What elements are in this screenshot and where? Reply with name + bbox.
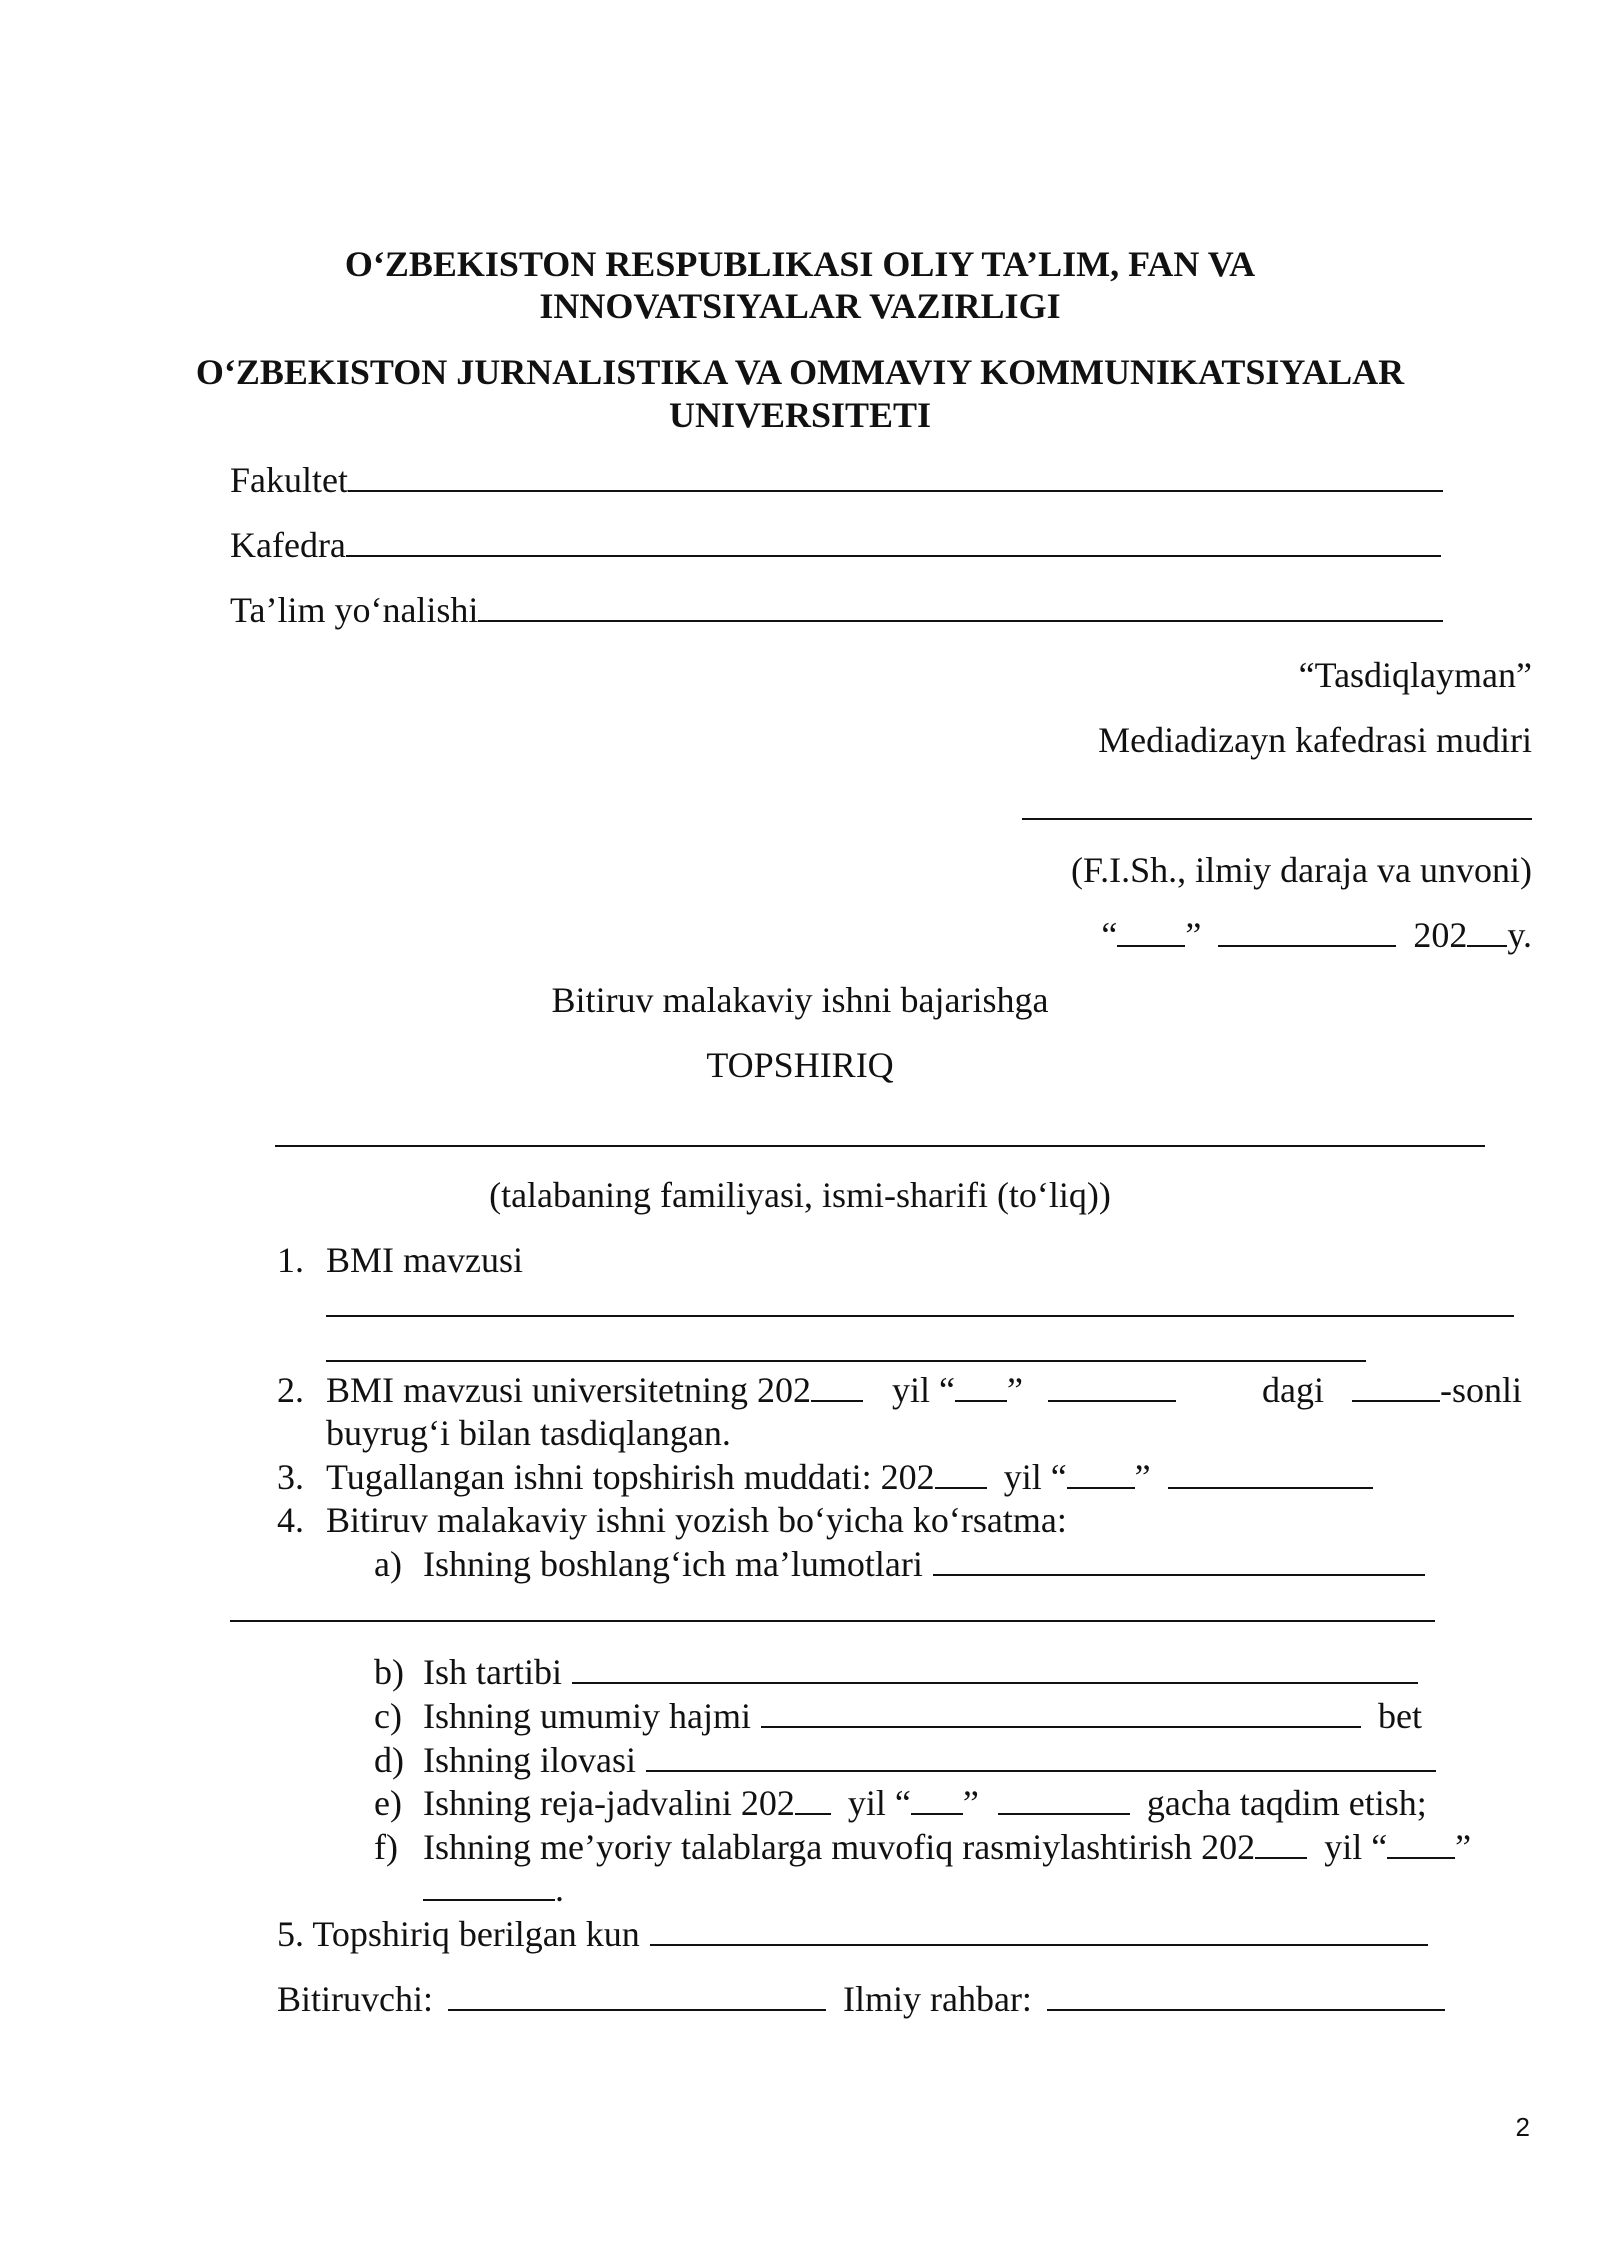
sub-d-letter: d) (374, 1740, 404, 1780)
sub-b-text: Ish tartibi (423, 1650, 1418, 1694)
supervisor-signature-blank[interactable] (1047, 1979, 1445, 2011)
kafedra-label: Kafedra (230, 525, 346, 565)
topic-line-1[interactable] (326, 1315, 1514, 1317)
sub-f-letter: f) (374, 1827, 398, 1867)
sub-e-letter: e) (374, 1783, 402, 1823)
signatures-row (277, 1977, 1445, 2021)
item-5-text: 5. Topshiriq berilgan kun (277, 1912, 1428, 1956)
item-3-number: 3. (277, 1457, 304, 1497)
supervisor-label: Ilmiy rahbar: (843, 1979, 1032, 2019)
format-month-blank[interactable] (423, 1869, 555, 1901)
date-year-blank[interactable] (1467, 915, 1507, 947)
format-day-blank[interactable] (1387, 1827, 1455, 1859)
talim-blank[interactable] (478, 590, 1443, 622)
graduate-label: Bitiruvchi: (277, 1979, 433, 2019)
university-title-line1: O‘ZBEKISTON JURNALISTIKA VA OMMAVIY KOMMUNIKATSIYALAR (195, 352, 1405, 392)
page-number: 2 (1515, 2112, 1530, 2142)
item-2-order-number: -sonli (1352, 1368, 1522, 1412)
task-subtitle: Bitiruv malakaviy ishni bajarishga (551, 980, 1049, 1020)
item-1-text: BMI mavzusi (326, 1240, 523, 1280)
sub-d-text: Ishning ilovasi (423, 1738, 1436, 1782)
issue-date-blank[interactable] (650, 1914, 1428, 1946)
sub-c-letter: c) (374, 1696, 402, 1736)
sub-f-text: Ishning me’yoriy talablarga muvofiq rasmiylashtirish 202 yil “ ” (423, 1827, 1472, 1867)
order-month-blank[interactable] (1048, 1370, 1176, 1402)
appendix-blank[interactable] (646, 1740, 1436, 1772)
sub-e-text: Ishning reja-jadvalini 202 yil “ ” gacha taqdim etish; (423, 1783, 1427, 1823)
item-1-number: 1. (277, 1240, 304, 1280)
date-month-blank[interactable] (1218, 915, 1396, 947)
graduate-signature-blank[interactable] (448, 1979, 826, 2011)
item-4-text: Bitiruv malakaviy ishni yozish bo‘yicha ko‘rsatma: (326, 1500, 1067, 1540)
sub-c-text: Ishning umumiy hajmi bet (423, 1696, 1422, 1736)
order-year-blank[interactable] (811, 1370, 863, 1402)
deadline-year-blank[interactable] (935, 1457, 987, 1489)
volume-blank[interactable] (761, 1696, 1361, 1728)
approval-date: “ ” 202 y. (1101, 915, 1532, 955)
university-title-line2: UNIVERSITETI (668, 395, 932, 435)
format-year-blank[interactable] (1255, 1827, 1307, 1859)
ministry-title-line1: O‘ZBEKISTON RESPUBLIKASI OLIY TA’LIM, FAN VA (344, 244, 1256, 284)
item-3-text: Tugallangan ishni topshirish muddati: 202 yil “ ” (326, 1455, 1373, 1499)
task-title: TOPSHIRIQ (706, 1045, 894, 1085)
approval-title: “Tasdiqlayman” (1298, 655, 1532, 695)
initial-data-blank[interactable] (933, 1544, 1425, 1576)
sub-a-text: Ishning boshlang‘ich ma’lumotlari (423, 1542, 1425, 1586)
date-day-blank[interactable] (1117, 915, 1185, 947)
talim-field (230, 588, 1443, 632)
initial-data-line-2[interactable] (230, 1620, 1435, 1622)
student-name-hint: (talabaning familiyasi, ismi-sharifi (to‘liq)) (489, 1175, 1111, 1215)
sub-b-letter: b) (374, 1652, 404, 1692)
plan-day-blank[interactable] (911, 1783, 963, 1815)
order-day-blank[interactable] (955, 1370, 1007, 1402)
work-order-blank[interactable] (572, 1652, 1418, 1684)
item-2-dagi: dagi (1262, 1370, 1324, 1410)
kafedra-field (230, 523, 1441, 567)
sub-f-line2: . (423, 1867, 564, 1911)
deadline-day-blank[interactable] (1067, 1457, 1135, 1489)
deadline-month-blank[interactable] (1168, 1457, 1373, 1489)
item-4-number: 4. (277, 1500, 304, 1540)
topic-line-2[interactable] (326, 1360, 1366, 1362)
fakultet-blank[interactable] (348, 460, 1443, 492)
plan-year-blank[interactable] (795, 1783, 831, 1815)
kafedra-blank[interactable] (346, 525, 1441, 557)
approval-signature-line[interactable] (1022, 818, 1532, 820)
order-number-blank[interactable] (1352, 1370, 1440, 1402)
approval-position: Mediadizayn kafedrasi mudiri (1098, 720, 1532, 760)
fakultet-label: Fakultet (230, 460, 348, 500)
talim-label: Ta’lim yo‘nalishi (230, 590, 479, 630)
student-name-line[interactable] (275, 1145, 1485, 1147)
sub-a-letter: a) (374, 1544, 402, 1584)
item-2-number: 2. (277, 1370, 304, 1410)
approval-name-hint: (F.I.Sh., ilmiy daraja va unvoni) (1070, 850, 1532, 890)
item-2-line1: BMI mavzusi universitetning 202 yil “ ” (326, 1368, 1176, 1412)
fakultet-field (230, 458, 1443, 502)
item-2-line2: buyrug‘i bilan tasdiqlangan. (326, 1413, 731, 1453)
ministry-title-line2: INNOVATSIYALAR VAZIRLIGI (539, 286, 1061, 326)
plan-month-blank[interactable] (998, 1783, 1130, 1815)
